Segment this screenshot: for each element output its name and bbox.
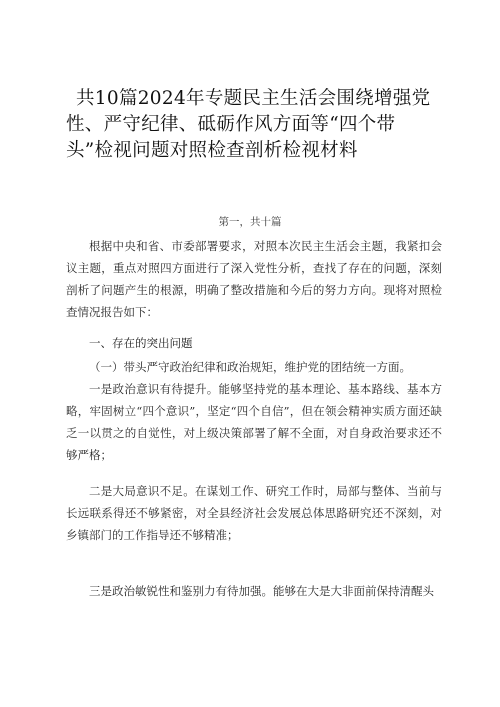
document-title: 共10篇2024年专题民主生活会围绕增强党性、严守纪律、砥砺作风方面等“四个带头”检视问题对照检查剖析检视材料 bbox=[66, 88, 431, 161]
section-heading: 一、存在的突出问题 bbox=[89, 336, 193, 350]
body-paragraph: 三是政治敏锐性和鉴别力有待加强。能够在大是大非面前保持清醒头 bbox=[89, 584, 434, 598]
body-paragraph: 二是大局意识不足。在谋划工作、研究工作时，局部与整体、当前与长远联系得还不够紧密，对全县经济社会发展总体思路研究还不深刻，对乡镇部门的工作指导还不够精准； bbox=[66, 484, 442, 542]
body-paragraph: 一是政治意识有待提升。能够坚持党的基本理论、基本路线、基本方略，牢固树立“四个意识”，坚定“四个自信”，但在领会精神实质方面还缺乏一以贯之的自觉性，对上级决策部署了解不全面，对自身政治要求还不够严格； bbox=[66, 382, 442, 462]
section-label: 第一，共十篇 bbox=[218, 216, 282, 228]
subsection-heading: （一）带头严守政治纪律和政治规矩，维护党的团结统一方面。 bbox=[89, 360, 411, 374]
intro-paragraph: 根据中央和省、市委部署要求，对照本次民主生活会主题，我紧扣会议主题，重点对照四方面进行了深入党性分析，查找了存在的问题，深刻剖析了问题产生的根源，明确了整改措施和今后的努力方向。现将对照检查情况报告如下： bbox=[66, 239, 442, 319]
